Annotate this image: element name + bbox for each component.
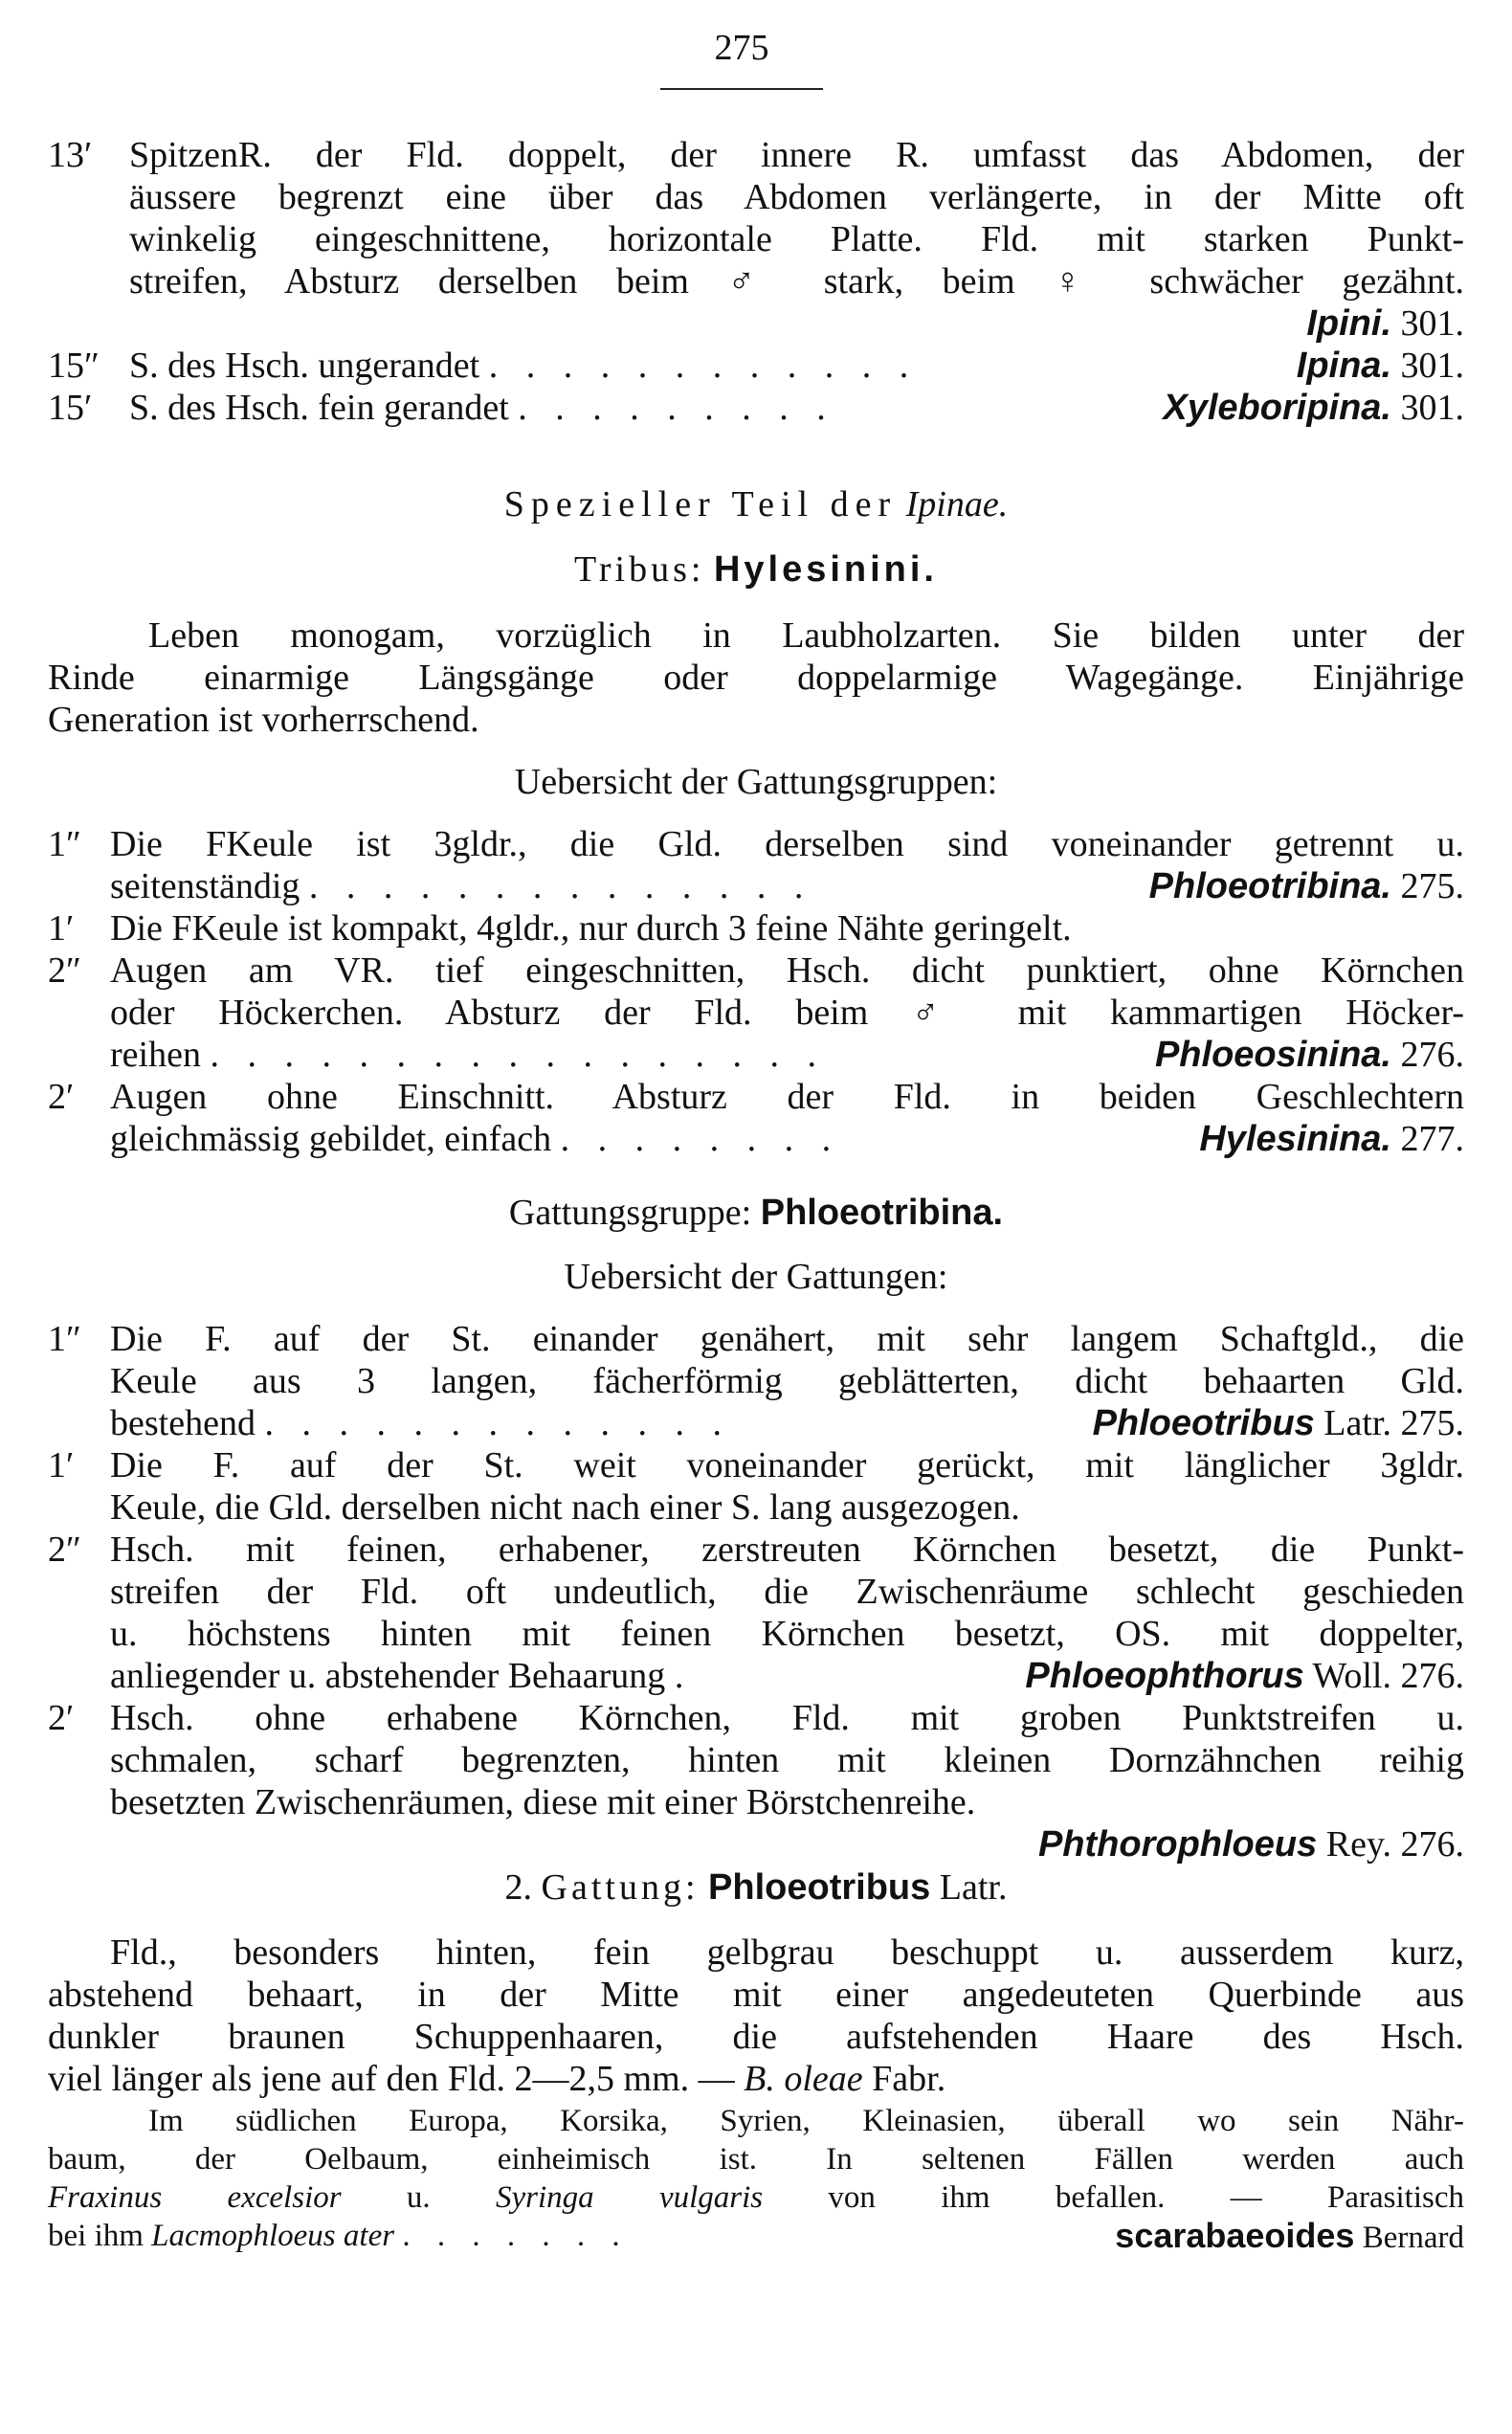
tribus-heading: Tribus: Hylesinini. xyxy=(574,549,938,590)
key-line: 15′ S. des Hsch. fein gerandet . . . . . . . . . Xyleboripina. 301. xyxy=(48,388,1464,428)
key-line: 13′ SpitzenR. der Fld. doppelt, der innere R. umfasst das Abdomen, der xyxy=(48,135,1464,175)
groups-heading: Uebersicht der Gattungsgruppen: xyxy=(514,762,998,802)
key-line: winkelig eingeschnittene, horizontale Platte. Fld. mit starken Punkt- xyxy=(129,219,1464,259)
genus-heading: 2. Gattung: Phloeotribus Latr. xyxy=(504,1867,1008,1908)
key-line: 15″ S. des Hsch. ungerandet . . . . . . . . . . . . Ipina. 301. xyxy=(48,346,1464,386)
key-line: streifen, Absturz derselben beim ♂ stark, beim ♀ schwächer gezähnt. xyxy=(129,261,1464,301)
genera-key: 1″ Die F. auf der St. einander genähert, mit sehr langem Schaftgld., die Keule aus 3 langen, fächerförmig geblätterten, dicht behaarten Gld. bestehend . . . . . . . . . . . . . Phloeotribus Latr. 275. 1′ Die F. auf der St. weit voneinander gerückt, mit länglicher 3gldr. Keule, die Gld. derselben nicht nach einer S. lang ausgezogen. 2″ Hsch. mit feinen, erhabener, zerstreuten Körnchen besetzt, die Punkt- streifen der Fld. oft undeutlich, die Zwischenräume schlecht geschieden u. höchstens hinten mit feinen Körnchen besetzt, OS. mit doppelter, anliegender u. abstehender Behaarung . Phloeophthorus Woll. 276. 2′ Hsch. ohne erhabene Körnchen, Fld. mit groben Punktstreifen u. schmalen, scharf begrenzten, hinten mit kleinen Dornzähnchen reihig besetzten Zwischenräumen, diese mit einer Börstchenreihe. Phthorophloeus Rey. 276. xyxy=(48,1319,1464,1865)
genera-heading: Uebersicht der Gattungen: xyxy=(564,1257,948,1297)
distribution-note: Im südlichen Europa, Korsika, Syrien, Kleinasien, überall wo sein Nähr- baum, der Oelbaum, einheimisch ist. In seltenen Fällen werden auch Fraxinus excelsior u. Syringa vulgaris von ihm befallen. — Parasitisch bei ihm Lacmophloeus ater . . . . . . . scarabaeoides Bernard xyxy=(48,2104,1464,2255)
page-number: 275 xyxy=(714,28,769,68)
key-section xyxy=(48,134,1464,429)
intro-paragraph: Leben monogam, vorzüglich in Laubholzarten. Sie bilden unter der Rinde einarmige Längsgänge oder doppelarmige Wagegänge. Einjährige Generation ist vorherrschend. xyxy=(48,615,1464,740)
groups-key: 1″ Die FKeule ist 3gldr., die Gld. derselben sind voneinander getrennt u. seitenständig . . . . . . . . . . . . . . Phloeotribina. 275. 1′ Die FKeule ist kompakt, 4gldr., nur durch 3 feine Nähte geringelt. 2″ Augen am VR. tief eingeschnitten, Hsch. dicht punktiert, ohne Körnchen oder Höckerchen. Absturz der Fld. beim ♂ mit kammartigen Höcker- reihen . . . . . . . . . . . . . . . . . Phloeosinina. 276. 2′ Augen ohne Einschnitt. Absturz der Fld. in beiden Geschlechtern gleichmässig gebildet, einfach . . . . . . . . Hylesinina. 277. xyxy=(48,824,1464,1159)
key-result-line: Ipini. 301. xyxy=(1306,303,1464,344)
page-number-rule xyxy=(660,88,823,90)
group-heading: Gattungsgruppe: Phloeotribina. xyxy=(508,1193,1004,1233)
genus-description: Fld., besonders hinten, fein gelbgrau beschuppt u. ausserdem kurz, abstehend behaart, in der Mitte mit einer angedeuteten Querbinde aus dunkler braunen Schuppenhaaren, die aufstehenden Haare des Hsch. viel länger als jene auf den Fld. 2—2,5 mm. — B. oleae Fabr. xyxy=(48,1932,1464,2099)
special-heading: Spezieller Teil der Ipinae. xyxy=(503,484,1009,525)
key-line: äussere begrenzt eine über das Abdomen verlängerte, in der Mitte oft xyxy=(129,177,1464,217)
